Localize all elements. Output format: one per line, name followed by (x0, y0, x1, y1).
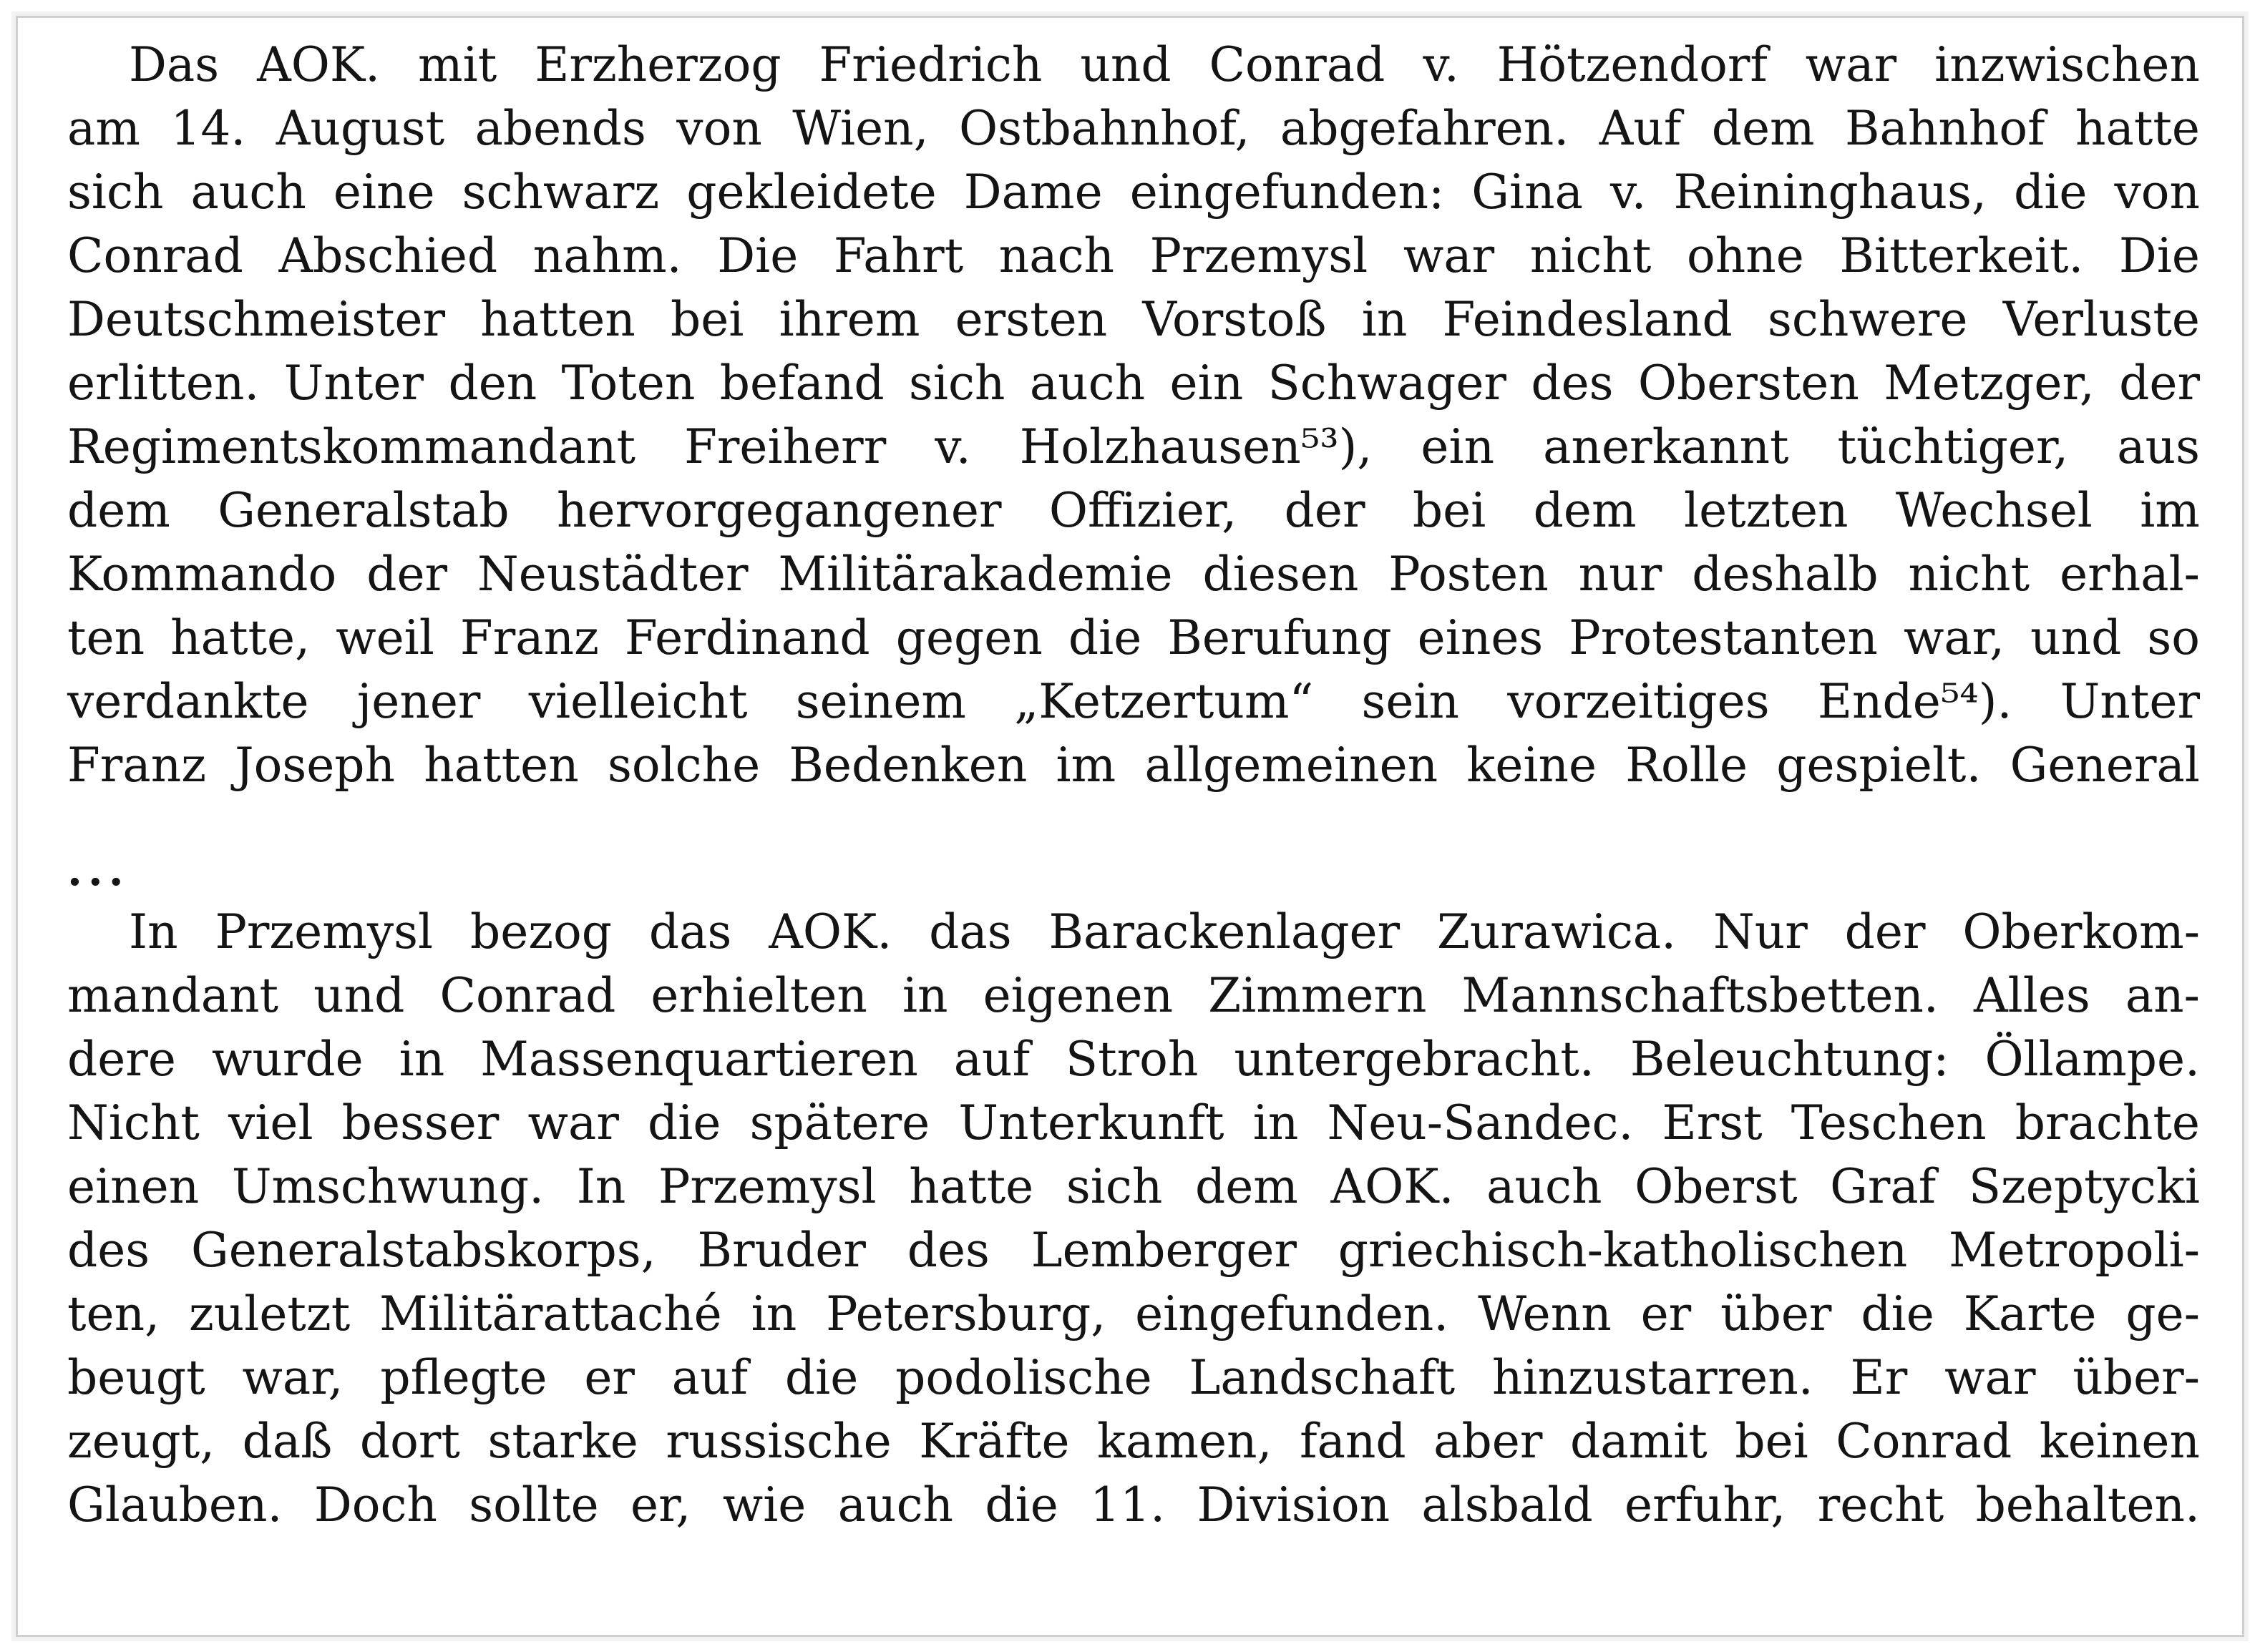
text-line: Conrad Abschied nahm. Die Fahrt nach Przemysl war nicht ohne Bitterkeit. Die (67, 228, 2200, 283)
text-line: beugt war, pflegte er auf die podolische Landschaft hinzustarren. Er war über- (67, 1350, 2200, 1405)
text-line: sich auch eine schwarz gekleidete Dame eingefunden: Gina v. Reininghaus, die von (67, 165, 2200, 220)
text-line: erlitten. Unter den Toten befand sich auch ein Schwager des Obersten Metzger, der (67, 356, 2200, 411)
text-line: des Generalstabskorps, Bruder des Lemberger griechisch-katholischen Metropoli- (67, 1223, 2200, 1278)
text-line: ten hatte, weil Franz Ferdinand gegen die Berufung eines Protestanten war, und so (67, 610, 2200, 665)
paragraph-1 (67, 33, 2200, 797)
text-line: Nicht viel besser war die spätere Unterkunft in Neu-Sandec. Erst Teschen brachte (67, 1095, 2200, 1150)
text-line: verdankte jener vielleicht seinem „Ketzertum“ sein vorzeitiges Ende⁵⁴). Unter (67, 674, 2200, 729)
text-line: Franz Joseph hatten solche Bedenken im allgemeinen keine Rolle gespielt. General (67, 738, 2200, 793)
text-line: einen Umschwung. In Przemysl hatte sich dem AOK. auch Oberst Graf Szeptycki (67, 1159, 2200, 1214)
text-line: Regimentskommandant Freiherr v. Holzhausen⁵³), ein anerkannt tüchtiger, aus (67, 419, 2200, 474)
text-line: am 14. August abends von Wien, Ostbahnhof, abgefahren. Auf dem Bahnhof hatte (67, 101, 2200, 156)
text-line: zeugt, daß dort starke russische Kräfte kamen, fand aber damit bei Conrad keinen (67, 1414, 2200, 1469)
text-line: dem Generalstab hervorgegangener Offizier, der bei dem letzten Wechsel im (67, 483, 2200, 538)
omission-ellipsis: ... (67, 846, 130, 896)
paragraph-2 (67, 900, 2200, 1537)
text-line: Deutschmeister hatten bei ihrem ersten Vorstoß in Feindesland schwere Verluste (67, 292, 2200, 347)
text-line: mandant und Conrad erhielten in eigenen Zimmern Mannschaftsbetten. Alles an- (67, 968, 2200, 1023)
text-line: dere wurde in Massenquartieren auf Stroh untergebracht. Beleuchtung: Öllampe. (67, 1032, 2200, 1087)
text-line: Glauben. Doch sollte er, wie auch die 11. Division alsbald erfuhr, recht behalten. (67, 1477, 2200, 1533)
text-line: In Przemysl bezog das AOK. das Barackenlager Zurawica. Nur der Oberkom- (129, 904, 2200, 959)
text-line: Kommando der Neustädter Militärakademie diesen Posten nur deshalb nicht erhal- (67, 547, 2200, 602)
text-line: Das AOK. mit Erzherzog Friedrich und Conrad v. Hötzendorf war inzwischen (129, 37, 2200, 92)
text-line: ten, zuletzt Militärattaché in Petersburg, eingefunden. Wenn er über die Karte ge- (67, 1286, 2200, 1341)
